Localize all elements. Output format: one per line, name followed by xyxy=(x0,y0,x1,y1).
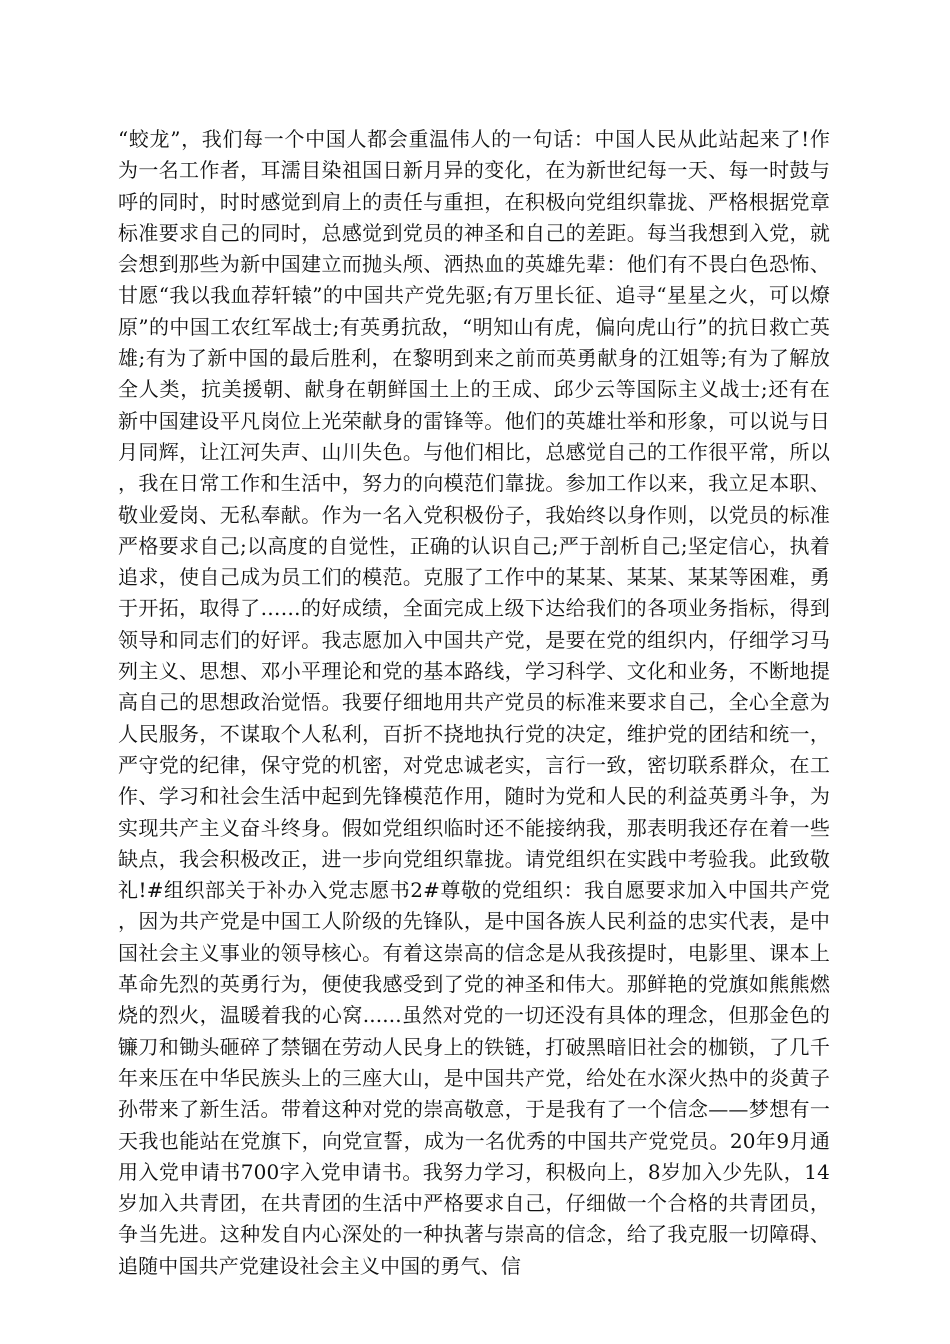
body-paragraph: “蛟龙”，我们每一个中国人都会重温伟人的一句话：中国人民从此站起来了!作为一名工作者，耳濡目染祖国日新月异的变化，在为新世纪每一天、每一时鼓与呼的同时，时时感觉到肩上的责任与重担，在积极向党组织靠拢、严格根据党章标准要求自己的同时，总感觉到党员的神圣和自己的差距。每当我想到入党，就会想到那些为新中国建立而抛头颅、洒热血的英雄先辈：他们有不畏白色恐怖、甘愿“我以我血荐轩辕”的中国共产党先驱;有万里长征、追寻“星星之火，可以燎原”的中国工农红军战士;有英勇抗敌，“明知山有虎，偏向虎山行”的抗日救亡英雄;有为了新中国的最后胜利，在黎明到来之前而英勇献身的江姐等;有为了解放全人类，抗美援朝、献身在朝鲜国土上的王成、邱少云等国际主义战士;还有在新中国建设平凡岗位上光荣献身的雷锋等。他们的英雄壮举和形象，可以说与日月同辉，让江河失声、山川失色。与他们相比，总感觉自己的工作很平常，所以，我在日常工作和生活中，努力的向模范们靠拢。参加工作以来，我立足本职、敬业爱岗、无私奉献。作为一名入党积极份子，我始终以身作则，以党员的标准严格要求自己;以高度的自觉性，正确的认识自己;严于剖析自己;坚定信心，执着追求，使自己成为员工们的模范。克服了工作中的某某、某某、某某等困难，勇于开拓，取得了……的好成绩，全面完成上级下达给我们的各项业务指标，得到领导和同志们的好评。我志愿加入中国共产党，是要在党的组织内，仔细学习马列主义、思想、邓小平理论和党的基本路线，学习科学、文化和业务，不断地提高自己的思想政治觉悟。我要仔细地用共产党员的标准来要求自己，全心全意为人民服务，不谋取个人私利，百折不挠地执行党的决定，维护党的团结和统一，严守党的纪律，保守党的机密，对党忠诚老实，言行一致，密切联系群众，在工作、学习和社会生活中起到先锋模范作用，随时为党和人民的利益英勇斗争，为实现共产主义奋斗终身。假如党组织临时还不能接纳我，那表明我还存在着一些缺点，我会积极改正，进一步向党组织靠拢。请党组织在实践中考验我。此致敬礼!#组织部关于补办入党志愿书2#尊敬的党组织：我自愿要求加入中国共产党，因为共产党是中国工人阶级的先锋队，是中国各族人民利益的忠实代表，是中国社会主义事业的领导核心。有着这崇高的信念是从我孩提时，电影里、课本上革命先烈的英勇行为，便使我感受到了党的神圣和伟大。那鲜艳的党旗如熊熊燃烧的烈火，温暖着我的心窝......虽然对党的一切还没有具体的理念，但那金色的镰刀和锄头砸碎了禁锢在劳动人民身上的铁链，打破黑暗旧社会的枷锁，了几千年来压在中华民族头上的三座大山，是中国共产党，给处在水深火热中的炎黄子孙带来了新生活。带着这种对党的崇高敬意，于是我有了一个信念——梦想有一天我也能站在党旗下，向党宣誓，成为一名优秀的中国共产党党员。20年9月通用入党申请书700字入党申请书。我努力学习，积极向上，8岁加入少先队，14岁加入共青团，在共青团的生活中严格要求自己，仔细做一个合格的共青团员，争当先进。这种发自内心深处的一种执著与崇高的信念，给了我克服一切障碍、追随中国共产党建设社会主义中国的勇气、信 xyxy=(118,127,830,1278)
